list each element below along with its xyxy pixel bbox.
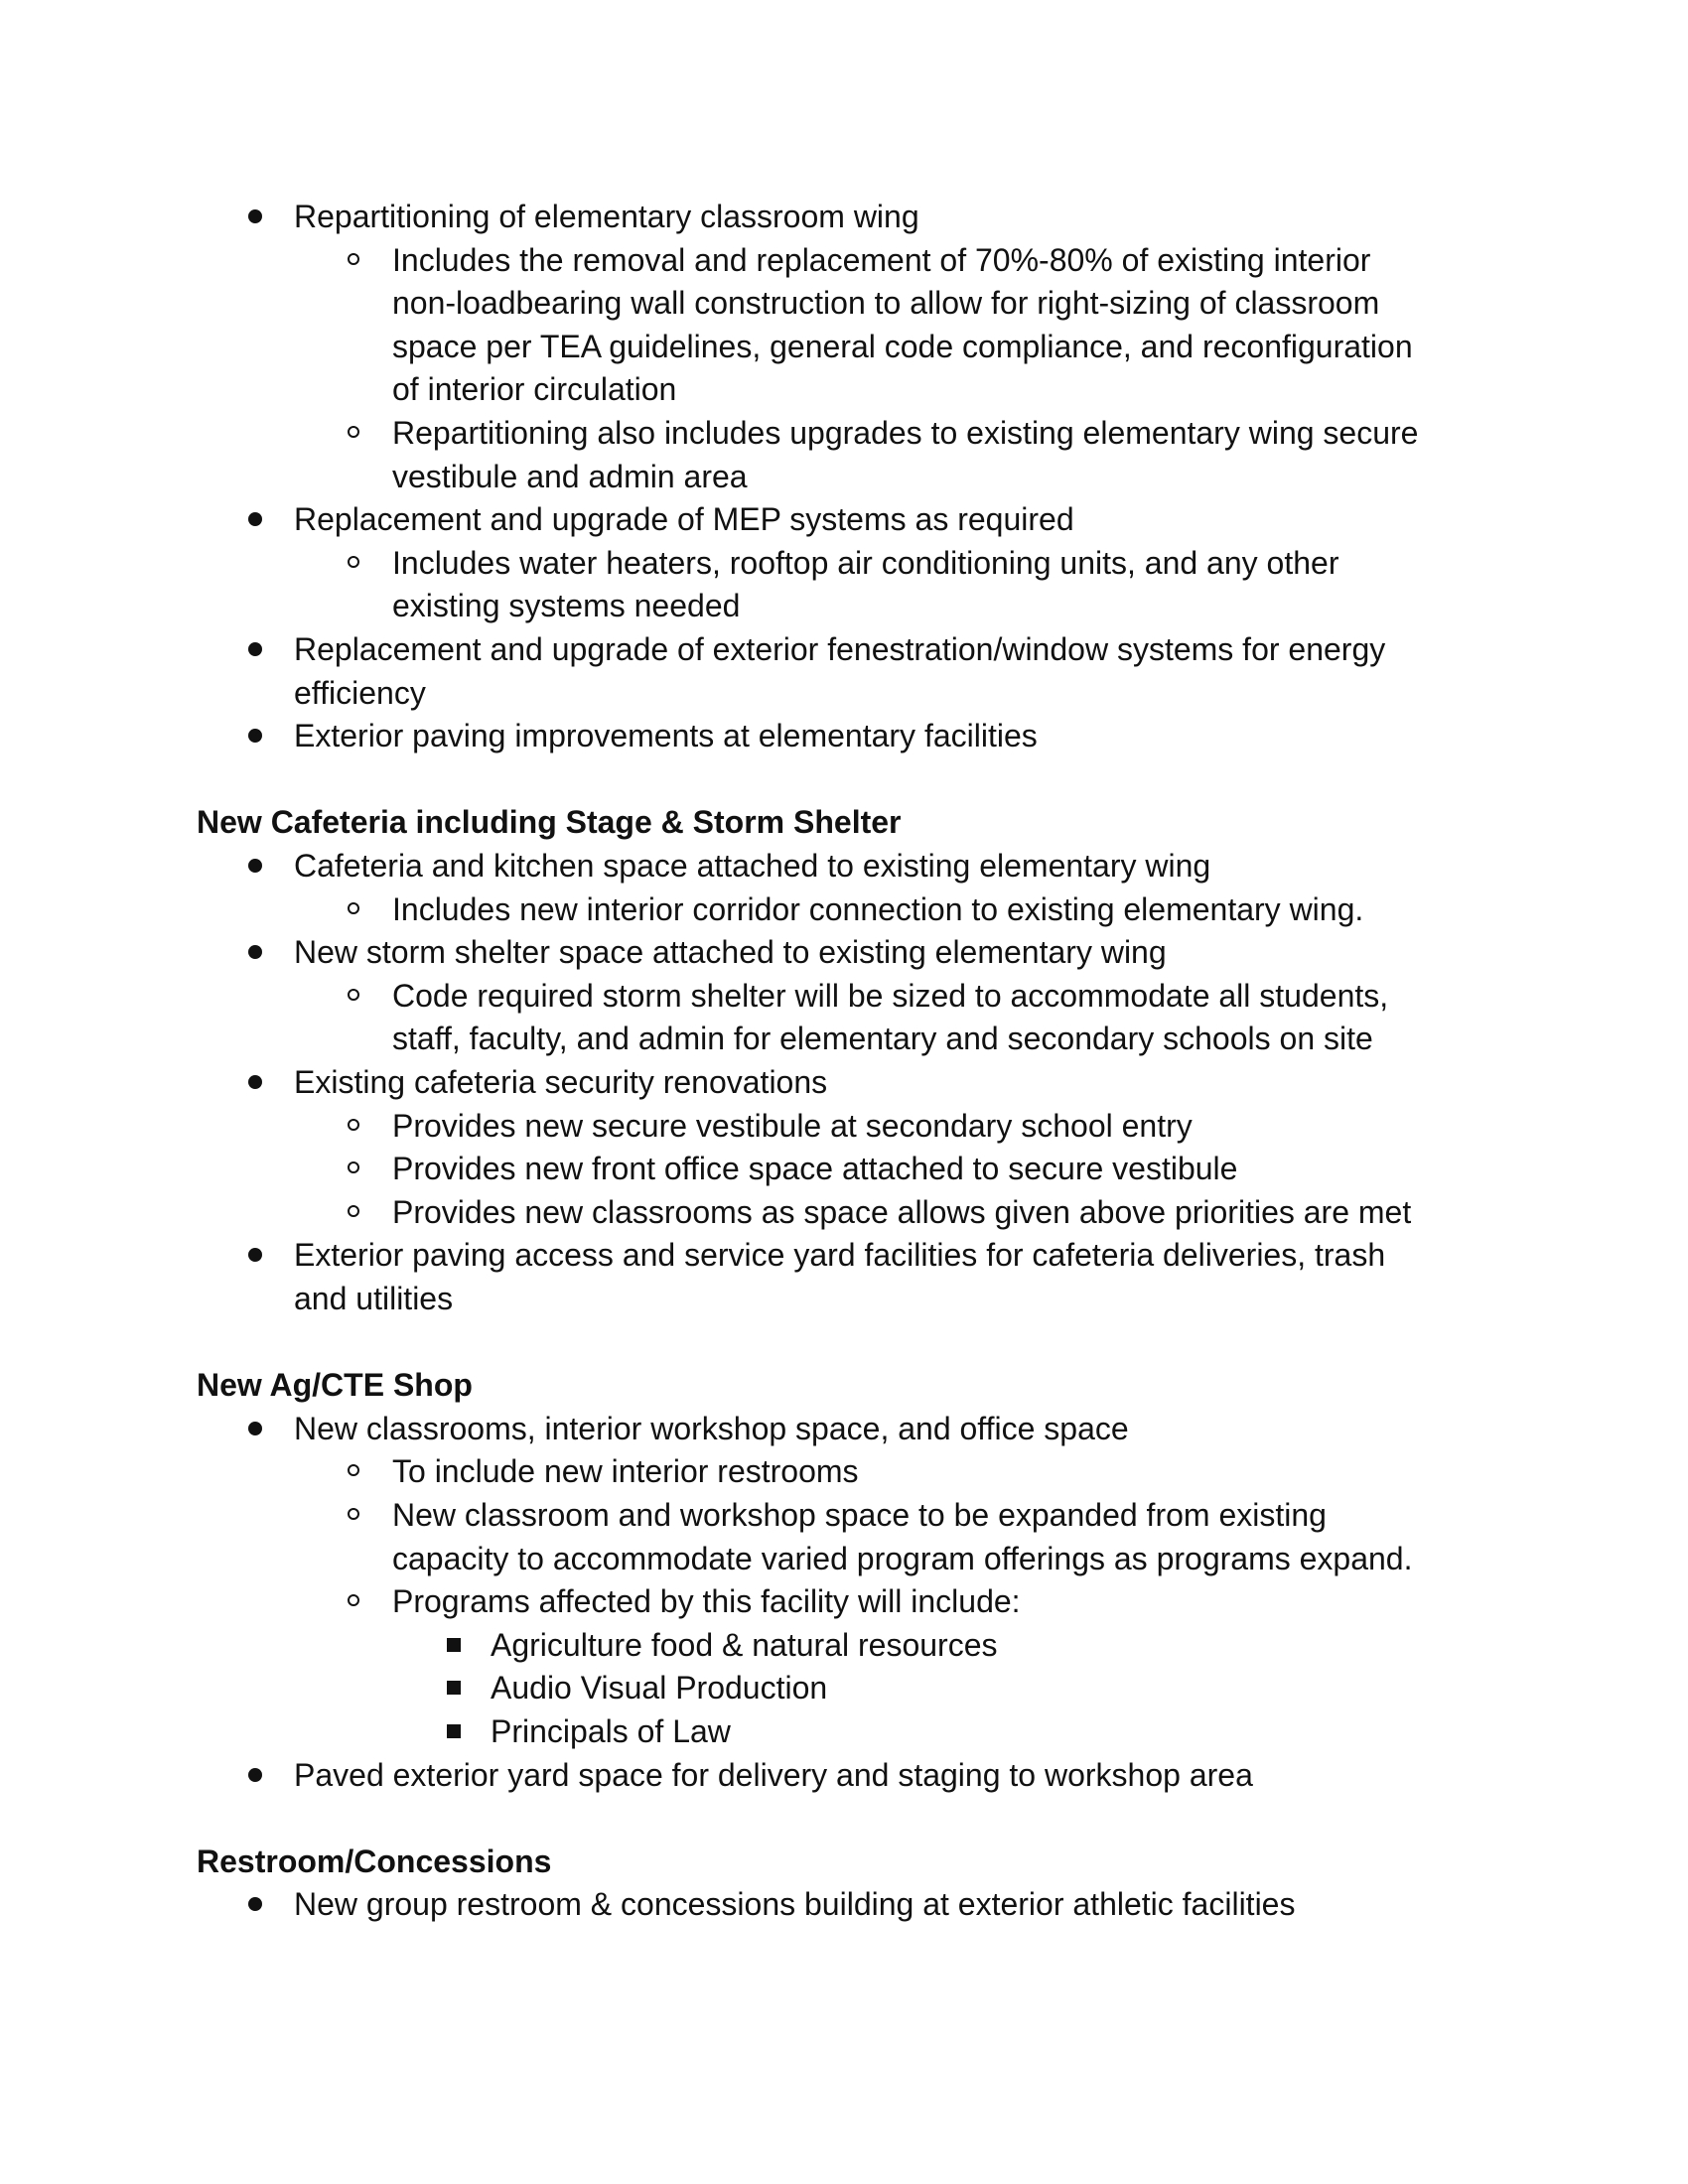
list-item-line: Cafeteria and kitchen space attached to existing elementary wing bbox=[294, 848, 1211, 884]
section-heading: Restroom/Concessions bbox=[197, 1843, 552, 1879]
list-item-line: efficiency bbox=[294, 674, 426, 711]
bullet-dot-icon bbox=[248, 1248, 262, 1262]
list-item-line: To include new interior restrooms bbox=[392, 1453, 859, 1490]
bullet-square-icon bbox=[447, 1724, 461, 1738]
list-item-line: Existing cafeteria security renovations bbox=[294, 1064, 828, 1100]
bullet-circle-icon bbox=[348, 1119, 359, 1131]
list-item-line: Audio Visual Production bbox=[491, 1670, 828, 1706]
list-item-line: New classroom and workshop space to be expanded from existing bbox=[392, 1497, 1327, 1533]
bullet-dot-icon bbox=[248, 1768, 262, 1782]
list-item-line: New group restroom & concessions building at exterior athletic facilities bbox=[294, 1886, 1296, 1923]
bullet-dot-icon bbox=[248, 512, 262, 526]
list-item-line: Programs affected by this facility will include: bbox=[392, 1583, 1021, 1620]
bullet-dot-icon bbox=[248, 1897, 262, 1911]
list-item-line: New classrooms, interior workshop space, and office space bbox=[294, 1410, 1129, 1446]
bullet-circle-icon bbox=[348, 989, 359, 1001]
list-item-line: space per TEA guidelines, general code compliance, and reconfiguration bbox=[392, 328, 1413, 364]
bullet-circle-icon bbox=[348, 556, 359, 568]
list-item-line: Agriculture food & natural resources bbox=[491, 1626, 998, 1663]
bullet-dot-icon bbox=[248, 1075, 262, 1089]
list-item-line: New storm shelter space attached to existing elementary wing bbox=[294, 934, 1167, 971]
bullet-dot-icon bbox=[248, 859, 262, 873]
bullet-circle-icon bbox=[348, 1161, 359, 1173]
bullet-square-icon bbox=[447, 1638, 461, 1652]
bullet-dot-icon bbox=[248, 1422, 262, 1435]
list-item-line: Paved exterior yard space for delivery and staging to workshop area bbox=[294, 1756, 1253, 1793]
list-item-line: vestibule and admin area bbox=[392, 458, 748, 494]
section-heading: New Cafeteria including Stage & Storm Shelter bbox=[197, 804, 902, 841]
list-item-line: non-loadbearing wall construction to allow for right-sizing of classroom bbox=[392, 285, 1380, 322]
list-item-line: Exterior paving access and service yard facilities for cafeteria deliveries, trash bbox=[294, 1237, 1386, 1274]
list-item-line: Principals of Law bbox=[491, 1713, 731, 1749]
bullet-dot-icon bbox=[248, 209, 262, 223]
bullet-dot-icon bbox=[248, 945, 262, 959]
list-item-line: Replacement and upgrade of exterior fenestration/window systems for energy bbox=[294, 631, 1386, 667]
bullet-circle-icon bbox=[348, 1594, 359, 1606]
list-item-line: Provides new classrooms as space allows given above priorities are met bbox=[392, 1193, 1412, 1230]
list-item-line: Provides new front office space attached to secure vestibule bbox=[392, 1151, 1238, 1187]
bullet-circle-icon bbox=[348, 253, 359, 265]
list-item-line: Includes water heaters, rooftop air conditioning units, and any other bbox=[392, 544, 1339, 581]
list-item-line: Repartitioning also includes upgrades to existing elementary wing secure bbox=[392, 415, 1419, 451]
bullet-circle-icon bbox=[348, 902, 359, 914]
list-item-line: Includes the removal and replacement of 70%-80% of existing interior bbox=[392, 241, 1371, 278]
bullet-circle-icon bbox=[348, 1508, 359, 1520]
bullet-circle-icon bbox=[348, 1205, 359, 1217]
list-item-line: existing systems needed bbox=[392, 588, 741, 624]
list-item-line: staff, faculty, and admin for elementary and secondary schools on site bbox=[392, 1021, 1373, 1057]
list-item-line: Repartitioning of elementary classroom wing bbox=[294, 199, 919, 234]
list-item-line: and utilities bbox=[294, 1281, 454, 1316]
section-heading: New Ag/CTE Shop bbox=[197, 1367, 473, 1404]
list-item-line: capacity to accommodate varied program offerings as programs expand. bbox=[392, 1540, 1413, 1576]
list-item-line: of interior circulation bbox=[392, 371, 677, 408]
bullet-circle-icon bbox=[348, 426, 359, 438]
bullet-circle-icon bbox=[348, 1464, 359, 1476]
list-item-line: Exterior paving improvements at elementary facilities bbox=[294, 718, 1038, 754]
bullet-dot-icon bbox=[248, 729, 262, 743]
bullet-dot-icon bbox=[248, 642, 262, 656]
list-item-line: Replacement and upgrade of MEP systems as required bbox=[294, 501, 1074, 538]
list-item-line: Includes new interior corridor connection to existing elementary wing. bbox=[392, 890, 1364, 927]
list-item-line: Code required storm shelter will be sized to accommodate all students, bbox=[392, 977, 1389, 1014]
list-item-line: Provides new secure vestibule at secondary school entry bbox=[392, 1107, 1193, 1144]
bullet-square-icon bbox=[447, 1681, 461, 1695]
